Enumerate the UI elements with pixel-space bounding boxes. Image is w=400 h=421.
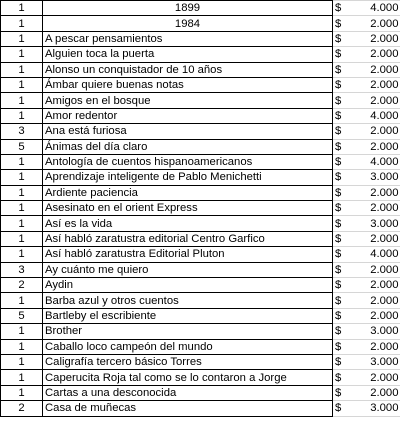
table-row <box>1 62 400 77</box>
table-row <box>1 247 400 262</box>
currency-cell[interactable]: $ <box>333 385 361 400</box>
price-cell[interactable]: 2.000 <box>361 185 400 200</box>
table-row <box>1 293 400 308</box>
quantity-cell[interactable]: 1 <box>1 385 43 400</box>
currency-cell[interactable]: $ <box>333 47 361 62</box>
quantity-cell[interactable]: 1 <box>1 247 43 262</box>
title-cell[interactable]: Amor redentor <box>43 108 333 123</box>
title-cell[interactable]: Bartleby el escribiente <box>43 308 333 323</box>
quantity-cell[interactable]: 2 <box>1 401 43 416</box>
price-cell[interactable]: 2.000 <box>361 201 400 216</box>
title-cell[interactable]: Casa de muñecas <box>43 401 333 416</box>
quantity-cell[interactable]: 1 <box>1 16 43 31</box>
currency-cell[interactable]: $ <box>333 185 361 200</box>
table-row <box>1 108 400 123</box>
quantity-cell[interactable]: 1 <box>1 293 43 308</box>
title-cell[interactable]: Caligrafía tercero básico Torres <box>43 354 333 369</box>
quantity-cell[interactable]: 1 <box>1 370 43 385</box>
quantity-cell[interactable]: 1 <box>1 31 43 46</box>
table-row <box>1 124 400 139</box>
title-cell[interactable]: Así habló zaratustra Editorial Pluton <box>43 247 333 262</box>
quantity-cell[interactable]: 1 <box>1 185 43 200</box>
price-cell[interactable]: 2.000 <box>361 370 400 385</box>
price-cell[interactable]: 2.000 <box>361 124 400 139</box>
title-cell[interactable]: Antología de cuentos hispanoamericanos <box>43 154 333 169</box>
currency-cell[interactable]: $ <box>333 93 361 108</box>
price-cell[interactable]: 2.000 <box>361 139 400 154</box>
table-row <box>1 385 400 400</box>
title-cell[interactable]: 1899 <box>43 1 333 16</box>
title-cell[interactable]: Aprendizaje inteligente de Pablo Menichetti <box>43 170 333 185</box>
currency-cell[interactable]: $ <box>333 231 361 246</box>
currency-cell[interactable]: $ <box>333 77 361 92</box>
table-row <box>1 201 400 216</box>
currency-cell[interactable]: $ <box>333 339 361 354</box>
price-cell[interactable]: 2.000 <box>361 278 400 293</box>
price-cell[interactable]: 2.000 <box>361 293 400 308</box>
price-cell[interactable]: 2.000 <box>361 93 400 108</box>
currency-cell[interactable]: $ <box>333 278 361 293</box>
currency-cell[interactable]: $ <box>333 1 361 16</box>
table-row <box>1 16 400 31</box>
title-cell[interactable]: Caperucita Roja tal como se lo contaron a Jorge <box>43 370 333 385</box>
title-cell[interactable]: Barba azul y otros cuentos <box>43 293 333 308</box>
quantity-cell[interactable]: 1 <box>1 62 43 77</box>
currency-cell[interactable]: $ <box>333 216 361 231</box>
currency-cell[interactable]: $ <box>333 354 361 369</box>
price-cell[interactable]: 2.000 <box>361 47 400 62</box>
price-cell[interactable]: 2.000 <box>361 308 400 323</box>
quantity-cell[interactable]: 1 <box>1 354 43 369</box>
quantity-cell[interactable]: 1 <box>1 77 43 92</box>
table-body <box>1 1 400 417</box>
quantity-cell[interactable]: 5 <box>1 308 43 323</box>
price-cell[interactable]: 2.000 <box>361 262 400 277</box>
price-cell[interactable]: 2.000 <box>361 31 400 46</box>
table-row <box>1 154 400 169</box>
currency-cell[interactable]: $ <box>333 124 361 139</box>
price-cell[interactable]: 3.000 <box>361 401 400 416</box>
table-row <box>1 170 400 185</box>
price-cell[interactable]: 3.000 <box>361 216 400 231</box>
table-row <box>1 339 400 354</box>
table-row <box>1 262 400 277</box>
title-cell[interactable]: Asesinato en el orient Express <box>43 201 333 216</box>
table-row <box>1 231 400 246</box>
title-cell[interactable]: Cartas a una desconocida <box>43 385 333 400</box>
currency-cell[interactable]: $ <box>333 154 361 169</box>
title-cell[interactable]: Brother <box>43 324 333 339</box>
quantity-cell[interactable]: 1 <box>1 201 43 216</box>
table-row <box>1 31 400 46</box>
title-cell[interactable]: Así es la vida <box>43 216 333 231</box>
quantity-cell[interactable]: 3 <box>1 124 43 139</box>
title-cell[interactable]: Ardiente paciencia <box>43 185 333 200</box>
currency-cell[interactable]: $ <box>333 139 361 154</box>
quantity-cell[interactable]: 1 <box>1 93 43 108</box>
currency-cell[interactable]: $ <box>333 293 361 308</box>
price-cell[interactable]: 2.000 <box>361 77 400 92</box>
table-row <box>1 47 400 62</box>
currency-cell[interactable]: $ <box>333 370 361 385</box>
price-cell[interactable]: 4.000 <box>361 154 400 169</box>
price-cell[interactable]: 4.000 <box>361 247 400 262</box>
title-cell[interactable]: Ánimas del día claro <box>43 139 333 154</box>
table-row <box>1 93 400 108</box>
title-cell[interactable]: A pescar pensamientos <box>43 31 333 46</box>
quantity-cell[interactable]: 1 <box>1 154 43 169</box>
quantity-cell[interactable]: 1 <box>1 324 43 339</box>
quantity-cell[interactable]: 1 <box>1 108 43 123</box>
price-cell[interactable]: 4.000 <box>361 1 400 16</box>
title-cell[interactable]: 1984 <box>43 16 333 31</box>
table-row <box>1 278 400 293</box>
quantity-cell[interactable]: 1 <box>1 216 43 231</box>
title-cell[interactable]: Caballo loco campeón del mundo <box>43 339 333 354</box>
price-cell[interactable]: 4.000 <box>361 108 400 123</box>
price-cell[interactable]: 2.000 <box>361 339 400 354</box>
quantity-cell[interactable]: 1 <box>1 339 43 354</box>
quantity-cell[interactable]: 1 <box>1 1 43 16</box>
table-row <box>1 185 400 200</box>
quantity-cell[interactable]: 1 <box>1 231 43 246</box>
title-cell[interactable]: Ámbar quiere buenas notas <box>43 77 333 92</box>
price-cell[interactable]: 3.000 <box>361 354 400 369</box>
table-row <box>1 77 400 92</box>
currency-cell[interactable]: $ <box>333 108 361 123</box>
price-cell[interactable]: 2.000 <box>361 16 400 31</box>
price-cell[interactable]: 2.000 <box>361 385 400 400</box>
currency-cell[interactable]: $ <box>333 16 361 31</box>
title-cell[interactable]: Alguien toca la puerta <box>43 47 333 62</box>
quantity-cell[interactable]: 2 <box>1 278 43 293</box>
price-cell[interactable]: 2.000 <box>361 62 400 77</box>
quantity-cell[interactable]: 1 <box>1 170 43 185</box>
currency-cell[interactable]: $ <box>333 308 361 323</box>
table-row <box>1 370 400 385</box>
table-row <box>1 401 400 416</box>
currency-cell[interactable]: $ <box>333 262 361 277</box>
currency-cell[interactable]: $ <box>333 170 361 185</box>
quantity-cell[interactable]: 1 <box>1 47 43 62</box>
table-row <box>1 139 400 154</box>
title-cell[interactable]: Alonso un conquistador de 10 años <box>43 62 333 77</box>
title-cell[interactable]: Así habló zaratustra editorial Centro Garfico <box>43 231 333 246</box>
table-row <box>1 324 400 339</box>
title-cell[interactable]: Ay cuánto me quiero <box>43 262 333 277</box>
price-cell[interactable]: 3.000 <box>361 170 400 185</box>
currency-cell[interactable]: $ <box>333 247 361 262</box>
table-row <box>1 216 400 231</box>
table-row <box>1 354 400 369</box>
title-cell[interactable]: Aydin <box>43 278 333 293</box>
currency-cell[interactable]: $ <box>333 201 361 216</box>
table-row <box>1 308 400 323</box>
currency-cell[interactable]: $ <box>333 62 361 77</box>
quantity-cell[interactable]: 3 <box>1 262 43 277</box>
currency-cell[interactable]: $ <box>333 324 361 339</box>
title-cell[interactable]: Amigos en el bosque <box>43 93 333 108</box>
quantity-cell[interactable]: 5 <box>1 139 43 154</box>
currency-cell[interactable]: $ <box>333 401 361 416</box>
title-cell[interactable]: Ana está furiosa <box>43 124 333 139</box>
price-cell[interactable]: 3.000 <box>361 324 400 339</box>
currency-cell[interactable]: $ <box>333 31 361 46</box>
table-row <box>1 1 400 16</box>
price-cell[interactable]: 2.000 <box>361 231 400 246</box>
